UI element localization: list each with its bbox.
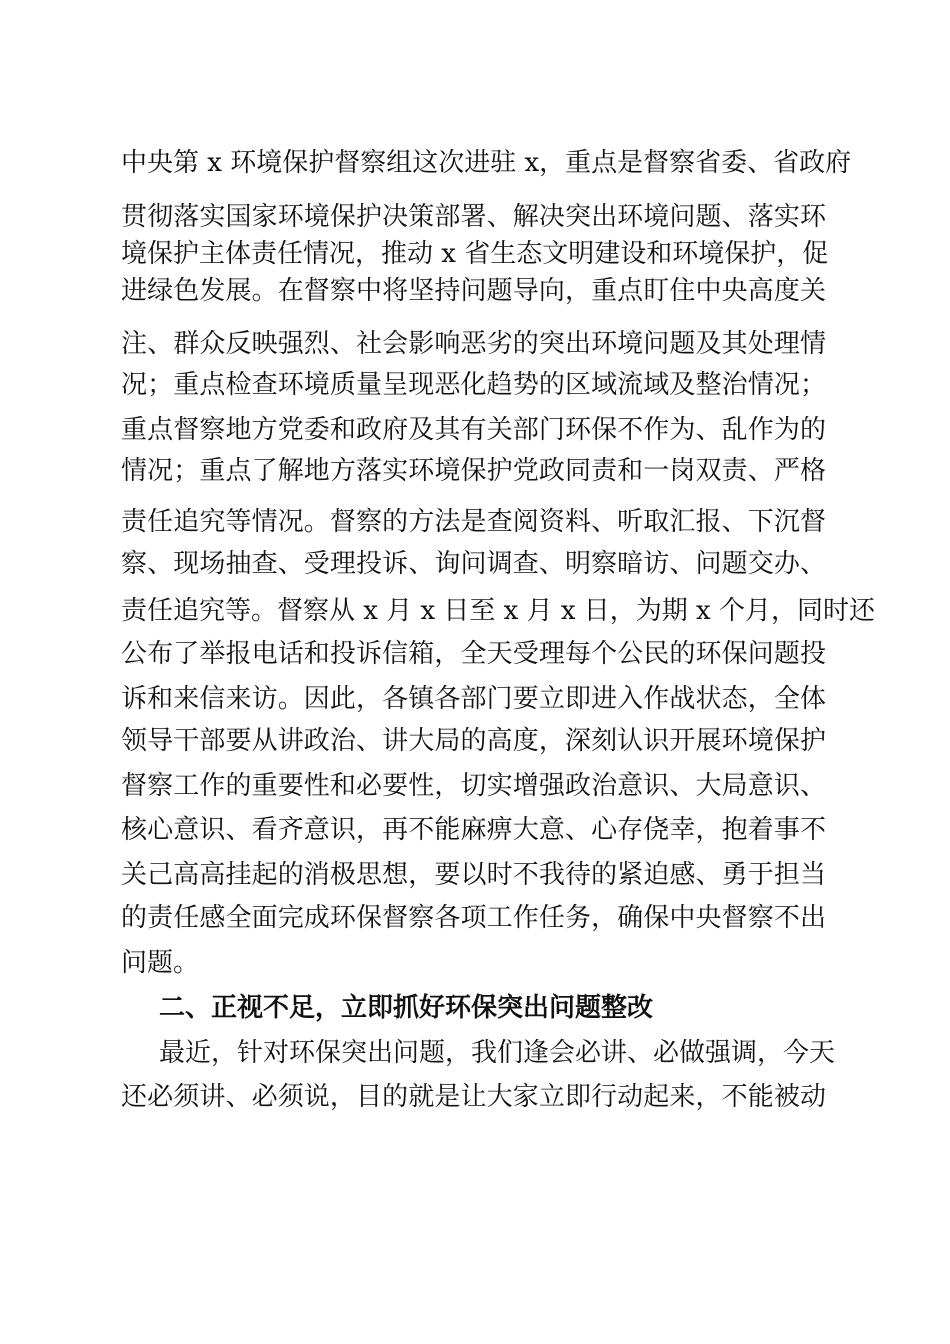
text-line: 关己高高挂起的消极思想，要以时不我待的紧迫感、勇于担当	[121, 860, 826, 890]
text-line: 境保护主体责任情况，推动 x 省生态文明建设和环境保护，促	[121, 239, 829, 269]
section-heading: 二、正视不足，立即抓好环保突出问题整改	[159, 993, 654, 1023]
text-line: 注、群众反映强烈、社会影响恶劣的突出环境问题及其处理情	[121, 329, 826, 359]
text-line: 察、现场抽查、受理投诉、询问调查、明察暗访、问题交办、	[121, 549, 826, 579]
text-line: 最近，针对环保突出问题，我们逢会必讲、必做强调，今天	[159, 1038, 836, 1068]
text-line: 重点督察地方党委和政府及其有关部门环保不作为、乱作为的	[121, 415, 826, 445]
text-line: 的责任感全面完成环保督察各项工作任务，确保中央督察不出	[121, 903, 826, 933]
text-line: 公布了举报电话和投诉信箱，全天受理每个公民的环保问题投	[121, 639, 826, 669]
text-line: 责任追究等。督察从 x 月 x 日至 x 月 x 日，为期 x 个月，同时还	[121, 596, 875, 626]
text-line: 进绿色发展。在督察中将坚持问题导向，重点盯住中央高度关	[121, 276, 826, 306]
text-line: 贯彻落实国家环境保护决策部署、解决突出环境问题、落实环	[121, 202, 826, 232]
text-line: 诉和来信来访。因此，各镇各部门要立即进入作战状态，全体	[121, 684, 826, 714]
text-line: 责任追究等情况。督察的方法是查阅资料、听取汇报、下沉督	[121, 507, 826, 537]
text-line: 情况；重点了解地方落实环境保护党政同责和一岗双责、严格	[121, 456, 826, 486]
text-line: 督察工作的重要性和必要性，切实增强政治意识、大局意识、	[121, 771, 826, 801]
text-line: 中央第 x 环境保护督察组这次进驻 x，重点是督察省委、省政府	[121, 148, 852, 178]
text-line: 核心意识、看齐意识，再不能麻痹大意、心存侥幸，抱着事不	[121, 815, 826, 845]
text-line: 况；重点检查环境质量呈现恶化趋势的区域流域及整治情况；	[121, 370, 826, 400]
text-line: 领导干部要从讲政治、讲大局的高度，深刻认识开展环境保护	[121, 726, 826, 756]
text-line: 问题。	[121, 948, 200, 978]
text-line: 还必须讲、必须说，目的就是让大家立即行动起来，不能被动	[121, 1082, 826, 1112]
